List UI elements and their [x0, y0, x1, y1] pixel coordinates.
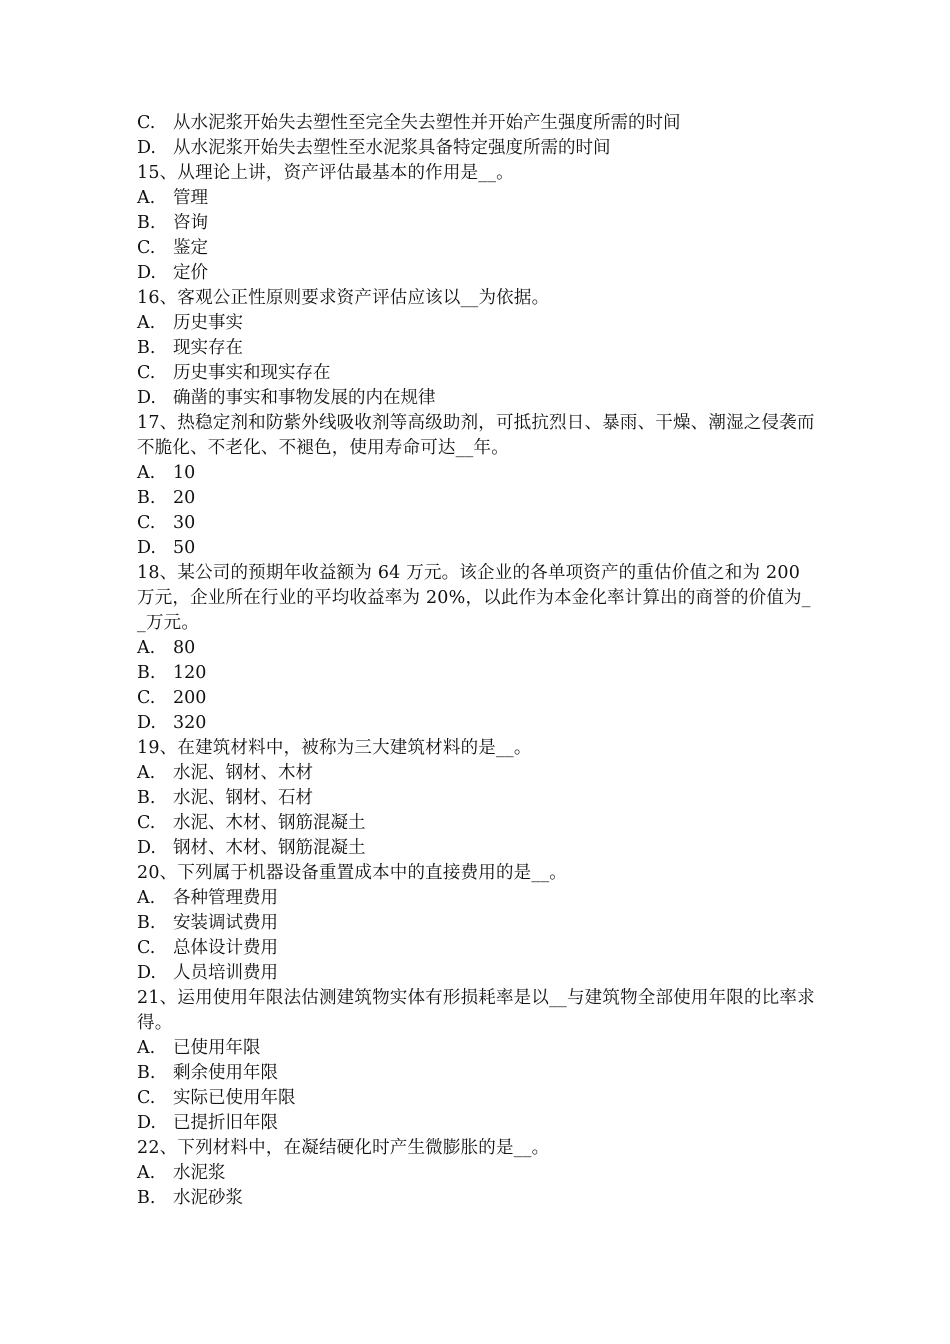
- answer-option: [137, 486, 817, 511]
- option-text: 10: [173, 463, 196, 483]
- question-text: 20、下列属于机器设备重置成本中的直接费用的是__。: [137, 863, 567, 883]
- option-letter: D.: [137, 963, 156, 983]
- answer-option: [137, 1061, 817, 1086]
- option-text: 水泥砂浆: [173, 1188, 243, 1208]
- option-text: 总体设计费用: [173, 938, 278, 958]
- question-text: 16、客观公正性原则要求资产评估应该以__为依据。: [137, 288, 550, 308]
- answer-option: [137, 211, 817, 236]
- option-text: 200: [173, 688, 207, 708]
- question-text: 22、下列材料中，在凝结硬化时产生微膨胀的是__。: [137, 1138, 550, 1158]
- option-letter: B.: [137, 663, 156, 683]
- answer-option: [137, 1161, 817, 1186]
- option-text: 320: [173, 713, 207, 733]
- answer-option: [137, 886, 817, 911]
- option-letter: B.: [137, 913, 156, 933]
- answer-option: [137, 461, 817, 486]
- option-text: 现实存在: [173, 338, 243, 358]
- answer-option: [137, 386, 817, 411]
- option-letter: A.: [137, 1163, 156, 1183]
- option-text: 已使用年限: [173, 1038, 261, 1058]
- option-letter: A.: [137, 763, 156, 783]
- option-text: 20: [173, 488, 196, 508]
- option-letter: C.: [137, 813, 156, 833]
- option-text: 已提折旧年限: [173, 1113, 278, 1133]
- option-letter: B.: [137, 488, 156, 508]
- option-letter: B.: [137, 1188, 156, 1208]
- option-text: 水泥浆: [173, 1163, 226, 1183]
- option-letter: D.: [137, 1113, 156, 1133]
- answer-option: [137, 361, 817, 386]
- question-text: 15、从理论上讲，资产评估最基本的作用是__。: [137, 163, 514, 183]
- answer-option: [137, 636, 817, 661]
- option-letter: D.: [137, 263, 156, 283]
- option-letter: B.: [137, 213, 156, 233]
- option-text: 管理: [173, 188, 208, 208]
- option-text: 历史事实: [173, 313, 243, 333]
- option-letter: A.: [137, 188, 156, 208]
- option-letter: D.: [137, 838, 156, 858]
- answer-option: [137, 536, 817, 561]
- option-text: 实际已使用年限: [173, 1088, 296, 1108]
- question-text: 21、运用使用年限法估测建筑物实体有形损耗率是以__与建筑物全部使用年限的比率求得。: [137, 988, 815, 1033]
- option-text: 鉴定: [173, 238, 208, 258]
- answer-option: [137, 661, 817, 686]
- question-text: 18、某公司的预期年收益额为 64 万元。该企业的各单项资产的重估价值之和为 200 万元，企业所在行业的平均收益率为 20%，以此作为本金化率计算出的商誉的价值为__万元。: [137, 563, 811, 633]
- answer-option: [137, 186, 817, 211]
- option-text: 钢材、木材、钢筋混凝土: [173, 838, 366, 858]
- option-letter: C.: [137, 1088, 156, 1108]
- answer-option: [137, 1186, 817, 1211]
- option-letter: C.: [137, 238, 156, 258]
- option-text: 80: [173, 638, 196, 658]
- option-text: 50: [173, 538, 196, 558]
- answer-option: [137, 761, 817, 786]
- option-letter: B.: [137, 338, 156, 358]
- option-text: 从水泥浆开始失去塑性至完全失去塑性并开始产生强度所需的时间: [173, 113, 681, 133]
- option-letter: A.: [137, 1038, 156, 1058]
- option-letter: B.: [137, 788, 156, 808]
- option-letter: A.: [137, 638, 156, 658]
- answer-option: [137, 836, 817, 861]
- option-text: 确凿的事实和事物发展的内在规律: [173, 388, 436, 408]
- option-text: 定价: [173, 263, 208, 283]
- option-letter: A.: [137, 888, 156, 908]
- answer-option: [137, 686, 817, 711]
- option-letter: B.: [137, 1063, 156, 1083]
- answer-option: [137, 1036, 817, 1061]
- answer-option: [137, 786, 817, 811]
- answer-option: [137, 711, 817, 736]
- option-text: 剩余使用年限: [173, 1063, 278, 1083]
- option-text: 安装调试费用: [173, 913, 278, 933]
- option-text: 从水泥浆开始失去塑性至水泥浆具备特定强度所需的时间: [173, 138, 611, 158]
- question-text: 17、热稳定剂和防紫外线吸收剂等高级助剂，可抵抗烈日、暴雨、干燥、潮湿之侵袭而不脆化、不老化、不褪色，使用寿命可达__年。: [137, 413, 815, 458]
- answer-option: [137, 936, 817, 961]
- option-text: 各种管理费用: [173, 888, 278, 908]
- option-letter: C.: [137, 513, 156, 533]
- question-text: 19、在建筑材料中，被称为三大建筑材料的是__。: [137, 738, 532, 758]
- answer-option: [137, 911, 817, 936]
- answer-option: [137, 336, 817, 361]
- option-letter: D.: [137, 388, 156, 408]
- option-letter: A.: [137, 463, 156, 483]
- answer-option: [137, 111, 817, 136]
- answer-option: [137, 236, 817, 261]
- answer-option: [137, 261, 817, 286]
- option-text: 人员培训费用: [173, 963, 278, 983]
- option-letter: C.: [137, 688, 156, 708]
- answer-option: [137, 136, 817, 161]
- option-letter: D.: [137, 138, 156, 158]
- option-text: 30: [173, 513, 196, 533]
- option-text: 历史事实和现实存在: [173, 363, 331, 383]
- option-text: 120: [173, 663, 207, 683]
- option-letter: C.: [137, 113, 156, 133]
- exam-content: [137, 111, 817, 1211]
- option-letter: C.: [137, 363, 156, 383]
- option-text: 水泥、木材、钢筋混凝土: [173, 813, 366, 833]
- option-text: 水泥、钢材、木材: [173, 763, 313, 783]
- answer-option: [137, 961, 817, 986]
- answer-option: [137, 811, 817, 836]
- option-letter: D.: [137, 538, 156, 558]
- answer-option: [137, 1086, 817, 1111]
- option-letter: A.: [137, 313, 156, 333]
- option-text: 咨询: [173, 213, 208, 233]
- answer-option: [137, 311, 817, 336]
- answer-option: [137, 511, 817, 536]
- option-letter: C.: [137, 938, 156, 958]
- option-text: 水泥、钢材、石材: [173, 788, 313, 808]
- option-letter: D.: [137, 713, 156, 733]
- answer-option: [137, 1111, 817, 1136]
